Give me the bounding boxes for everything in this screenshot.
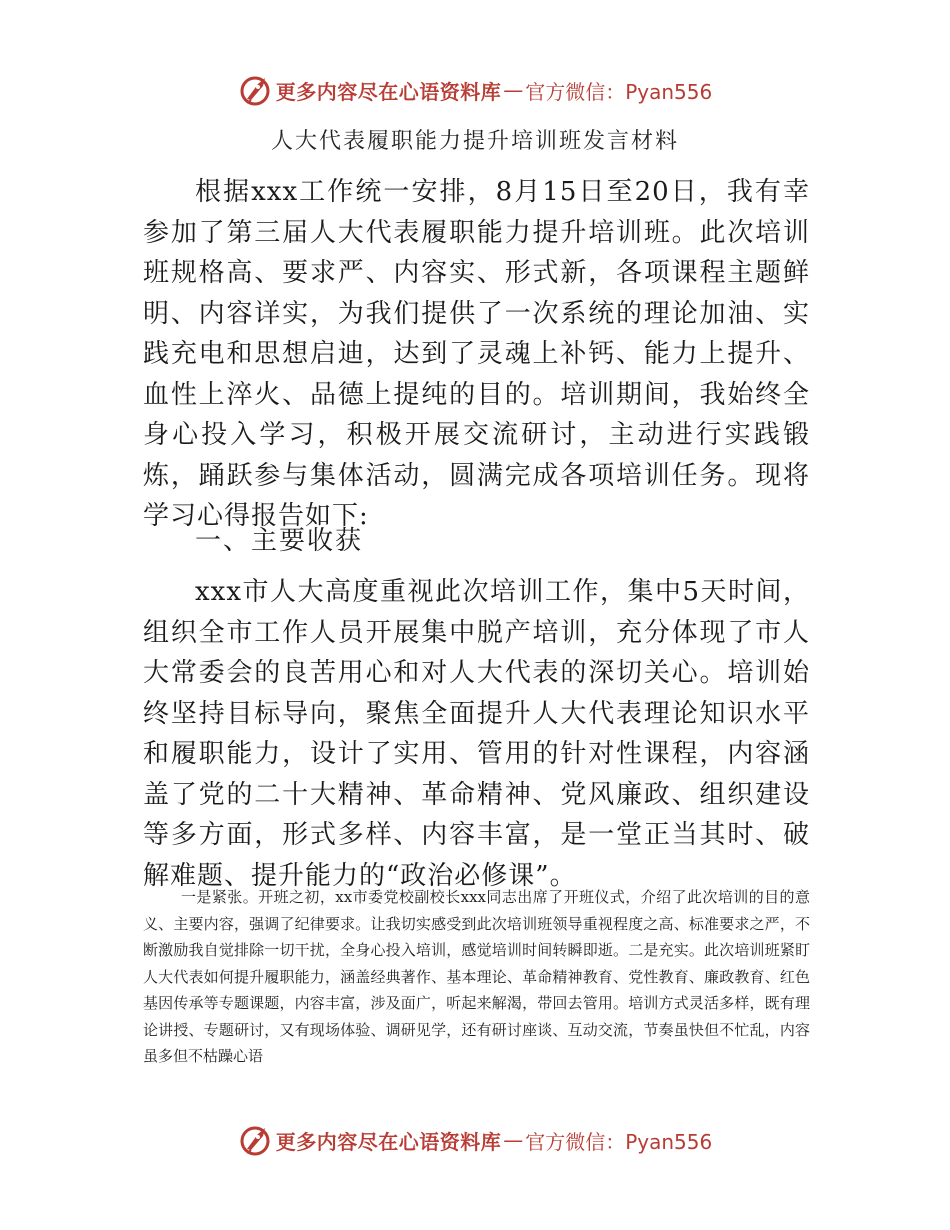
watermark-main-text: 更多内容尽在心语资料库 [275,1129,502,1154]
paragraph-details: 一是紧张。开班之初，xx市委党校副校长xxx同志出席了开班仪式，介绍了此次培训的目的意义、主要内容，强调了纪律要求。让我切实感受到此次培训班领导重视程度之高、标准要求之严，不断激励我自觉排除一切干扰，全身心投入培训，感觉培训时间转瞬即逝。二是充实。此次培训班紧盯人大代表如何提升履职能力，涵盖经典著作、基本理论、革命精神教育、党性教育、廉政教育、红色基因传承等专题课题，内容丰富，涉及面广，听起来解渴，带回去管用。培训方式灵活多样，既有理论讲授、专题研讨，又有现场体验、调研见学，还有研讨座谈、互动交流，节奏虽快但不忙乱，内容虽多但不枯躁心语 [143,888,810,1065]
watermark-dash: — [503,78,524,102]
header-watermark [0,66,950,114]
pen-logo-icon [238,73,272,107]
watermark-dash: — [503,1128,524,1152]
footer-watermark [0,1116,950,1164]
pen-logo-icon [238,1123,272,1157]
watermark-sub-text: 官方微信：Pyan556 [525,1129,713,1154]
paragraph-training-overview: xxx市人大高度重视此次培训工作，集中5天时间，组织全市工作人员开展集中脱产培训，充分体现了市人大常委会的良苦用心和对人大代表的深切关心。培训始终坚持目标导向，聚焦全面提升人大代表理论知识水平和履职能力，设计了实用、管用的针对性课程，内容涵盖了党的二十大精神、革命精神、党风廉政、组织建设等多方面，形式多样、内容丰富，是一堂正当其时、破解难题、提升能力的“政治必修课”。 [143,577,810,891]
document-title: 人大代表履职能力提升培训班发言材料 [270,129,679,154]
watermark-main-text: 更多内容尽在心语资料库 [275,79,502,104]
section-heading-main-gains: 一、主要收获 [195,526,364,556]
paragraph-intro: 根据xxx工作统一安排，8月15日至20日，我有幸参加了第三届人大代表履职能力提升培训班。此次培训班规格高、要求严、内容实、形式新，各项课程主题鲜明、内容详实，为我们提供了一次系统的理论加油、实践充电和思想启迪，达到了灵魂上补钙、能力上提升、血性上淬火、品德上提纯的目的。培训期间，我始终全身心投入学习，积极开展交流研讨，主动进行实践锻炼，踊跃参与集体活动，圆满完成各项培训任务。现将学习心得报告如下: [143,177,810,531]
watermark-sub-text: 官方微信：Pyan556 [525,79,713,104]
